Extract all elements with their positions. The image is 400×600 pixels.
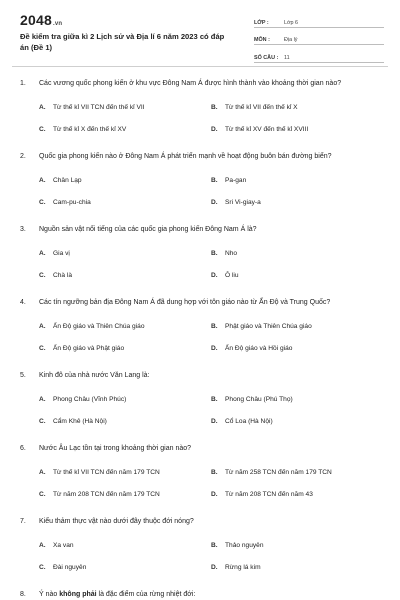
option-text: Rừng lá kim [225, 564, 261, 571]
option-a[interactable] [39, 176, 82, 185]
logo-tld: .vn [52, 21, 63, 27]
option-text: Từ thế kỉ VII đến thế kỉ X [225, 104, 298, 111]
question-text-before: Ý nào [39, 591, 60, 598]
option-letter: A. [39, 250, 46, 257]
question-6 [0, 444, 400, 517]
meta-row-subject [254, 32, 384, 46]
question-7 [0, 517, 400, 590]
meta-row-class [254, 14, 384, 28]
question-number: 1. [20, 80, 26, 87]
question-number: 6. [20, 445, 26, 452]
option-letter: A. [39, 323, 46, 330]
option-text: Sri Vi-giay-a [225, 199, 261, 206]
option-text: Từ năm 208 TCN đến năm 179 TCN [53, 491, 160, 498]
option-letter: B. [211, 323, 218, 330]
option-letter: D. [211, 418, 218, 425]
option-letter: A. [39, 396, 46, 403]
option-text: Đài nguyên [53, 564, 87, 571]
option-text: Từ năm 258 TCN đến năm 179 TCN [225, 469, 332, 476]
option-c[interactable] [39, 417, 107, 426]
option-b[interactable] [211, 103, 298, 112]
option-a[interactable] [39, 322, 145, 331]
option-d[interactable] [211, 344, 292, 353]
question-2 [0, 152, 400, 225]
document-title: Đề kiểm tra giữa kì 2 Lịch sử và Địa lí 6 năm 2023 có đáp án (Đề 1) [20, 32, 225, 52]
question-text: Các vương quốc phong kiến ở khu vực Đông Nam Á được hình thành vào khoảng thời gian nào? [39, 80, 342, 87]
option-letter: C. [39, 564, 46, 571]
question-text: Nguồn sản vật nổi tiếng của các quốc gia phong kiến Đông Nam Á là? [39, 226, 257, 233]
meta-key: MÔN : [254, 37, 270, 43]
option-text: Ô liu [225, 272, 239, 279]
meta-key: SỐ CÂU : [254, 54, 279, 61]
option-text: Từ thế kỉ VII TCN đến thế kỉ VII [53, 104, 145, 111]
question-text: Kiểu thảm thực vật nào dưới đây thuộc đới nóng? [39, 518, 194, 525]
option-text: Ấn Độ giáo và Thiên Chúa giáo [53, 323, 145, 330]
question-number: 7. [20, 518, 26, 525]
option-letter: D. [211, 199, 218, 206]
option-text: Gia vị [53, 250, 70, 257]
question-number: 5. [20, 372, 26, 379]
option-letter: D. [211, 491, 218, 498]
option-letter: D. [211, 126, 218, 133]
option-letter: A. [39, 177, 46, 184]
option-text: Nho [225, 250, 238, 257]
option-b[interactable] [211, 249, 237, 258]
option-text: Phong Châu (Phú Thọ) [225, 396, 293, 403]
option-c[interactable] [39, 490, 160, 499]
option-text: Thảo nguyên [225, 542, 264, 549]
option-text: Ấn Độ giáo và Hồi giáo [225, 345, 293, 352]
option-letter: C. [39, 199, 46, 206]
option-letter: D. [211, 272, 218, 279]
meta-row-question-count [254, 49, 384, 63]
option-letter: D. [211, 564, 218, 571]
option-text: Từ thế kỉ XV đến thế kỉ XVIII [225, 126, 309, 133]
option-text: Ấn Độ giáo và Phật giáo [53, 345, 125, 352]
question-text: Các tín ngưỡng bản địa Đông Nam Á đã dung hợp với tôn giáo nào từ Ấn Độ và Trung Quốc? [39, 299, 331, 306]
option-text: Pa-gan [225, 177, 247, 184]
meta-value: 11 [284, 54, 290, 61]
option-letter: B. [211, 469, 218, 476]
option-text: Từ thế kỉ X đến thế kỉ XV [53, 126, 127, 133]
option-a[interactable] [39, 103, 145, 112]
option-text: Từ thế kỉ VII TCN đến năm 179 TCN [53, 469, 160, 476]
option-text: Xa van [53, 542, 74, 549]
question-text: Kinh đô của nhà nước Văn Lang là: [39, 372, 150, 379]
option-d[interactable] [211, 417, 273, 426]
option-c[interactable] [39, 563, 86, 572]
option-letter: B. [211, 104, 218, 111]
option-text: Chân Lạp [53, 177, 82, 184]
option-letter: A. [39, 104, 46, 111]
header-divider [12, 66, 388, 67]
option-text: Cam-pu-chia [53, 199, 91, 206]
meta-value: Lớp 6 [284, 19, 299, 26]
meta-key: LỚP : [254, 19, 269, 26]
document-meta [254, 14, 384, 67]
option-b[interactable] [211, 468, 332, 477]
option-d[interactable] [211, 490, 313, 499]
option-b[interactable] [211, 395, 293, 404]
meta-value: Địa lý [284, 37, 298, 43]
option-letter: C. [39, 418, 46, 425]
option-c[interactable] [39, 125, 126, 134]
question-4 [0, 298, 400, 371]
question-8 [0, 590, 400, 600]
question-list [0, 79, 400, 600]
option-a[interactable] [39, 395, 126, 404]
option-letter: C. [39, 126, 46, 133]
question-3 [0, 225, 400, 298]
option-c[interactable] [39, 198, 91, 207]
option-letter: D. [211, 345, 218, 352]
option-a[interactable] [39, 541, 74, 550]
question-text: Nước Âu Lạc tồn tại trong khoảng thời gian nào? [39, 445, 192, 452]
option-letter: B. [211, 396, 218, 403]
option-letter: C. [39, 345, 46, 352]
option-b[interactable] [211, 541, 264, 550]
option-d[interactable] [211, 563, 261, 572]
question-text-emphasis: không phải [59, 591, 97, 598]
option-c[interactable] [39, 344, 124, 353]
question-number: 4. [20, 299, 26, 306]
question-number: 3. [20, 226, 26, 233]
option-text: Chà là [53, 272, 73, 279]
question-number: 8. [20, 591, 26, 598]
question-number: 2. [20, 153, 26, 160]
option-text: Phật giáo và Thiên Chúa giáo [225, 323, 312, 330]
option-text: Phong Châu (Vĩnh Phúc) [53, 396, 127, 403]
option-letter: A. [39, 469, 46, 476]
option-letter: B. [211, 177, 218, 184]
option-letter: C. [39, 272, 46, 279]
option-a[interactable] [39, 468, 160, 477]
option-letter: B. [211, 250, 218, 257]
option-text: Từ năm 208 TCN đến năm 43 [225, 491, 313, 498]
option-b[interactable] [211, 176, 246, 185]
option-text: Cổ Loa (Hà Nội) [225, 418, 273, 425]
logo-main: 2048 [20, 12, 52, 28]
option-letter: C. [39, 491, 46, 498]
option-d[interactable] [211, 271, 239, 280]
option-c[interactable] [39, 271, 72, 280]
option-d[interactable] [211, 125, 308, 134]
option-letter: A. [39, 542, 46, 549]
question-5 [0, 371, 400, 444]
question-text-after: là đặc điểm của rừng nhiệt đới: [96, 591, 196, 598]
question-text: Quốc gia phong kiến nào ở Đông Nam Á phát triển mạnh về hoạt động buôn bán đường biển? [39, 153, 332, 160]
option-a[interactable] [39, 249, 70, 258]
option-text: Cẩm Khê (Hà Nội) [53, 418, 107, 425]
question-1 [0, 79, 400, 152]
option-b[interactable] [211, 322, 312, 331]
option-letter: B. [211, 542, 218, 549]
option-d[interactable] [211, 198, 261, 207]
